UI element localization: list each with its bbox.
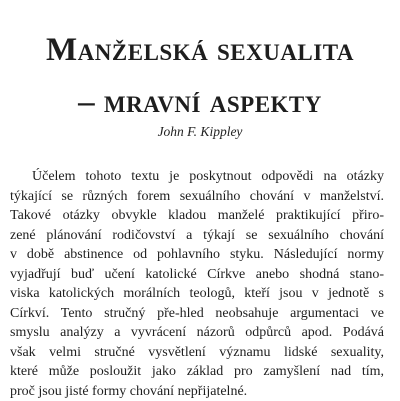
body-line: vyjadřují buď učení katolické Církve anebo shodná stano- [10,265,384,285]
body-line: v době abstinence od pohlavního styku. Následující normy [10,245,384,265]
body-line: proč jsou jisté formy chování nepřijatelné. [10,382,384,401]
body-line: Účelem tohoto textu je poskytnout odpovědi na otázky [10,167,384,187]
title-line-2: – mravní aspekty [0,82,400,122]
body-line: Takové otázky obvykle kladou manželé praktikující přiro- [10,206,384,226]
author-name: John F. Kippley [0,124,400,140]
body-line: týkající se různých forem sexuálního chování v manželství. [10,187,384,207]
body-line: zené plánování rodičovství a týkají se sexuálního chování [10,226,384,246]
body-line: smyslu analýzy a vyvrácení názorů odpůrců apod. Podává [10,323,384,343]
body-line: které může posloužit jako základ pro zamyšlení nad tím, [10,362,384,382]
title-line-1: Manželská sexualita [0,30,400,70]
body-line: však velmi stručné vysvětlení významu lidské sexuality, [10,343,384,363]
body-line: viska katolických morálních teologů, kteří jsou v jednotě s [10,284,384,304]
body-line: Církví. Tento stručný pře-hled neobsahuje argumentaci ve [10,304,384,324]
body-paragraph [10,167,384,401]
